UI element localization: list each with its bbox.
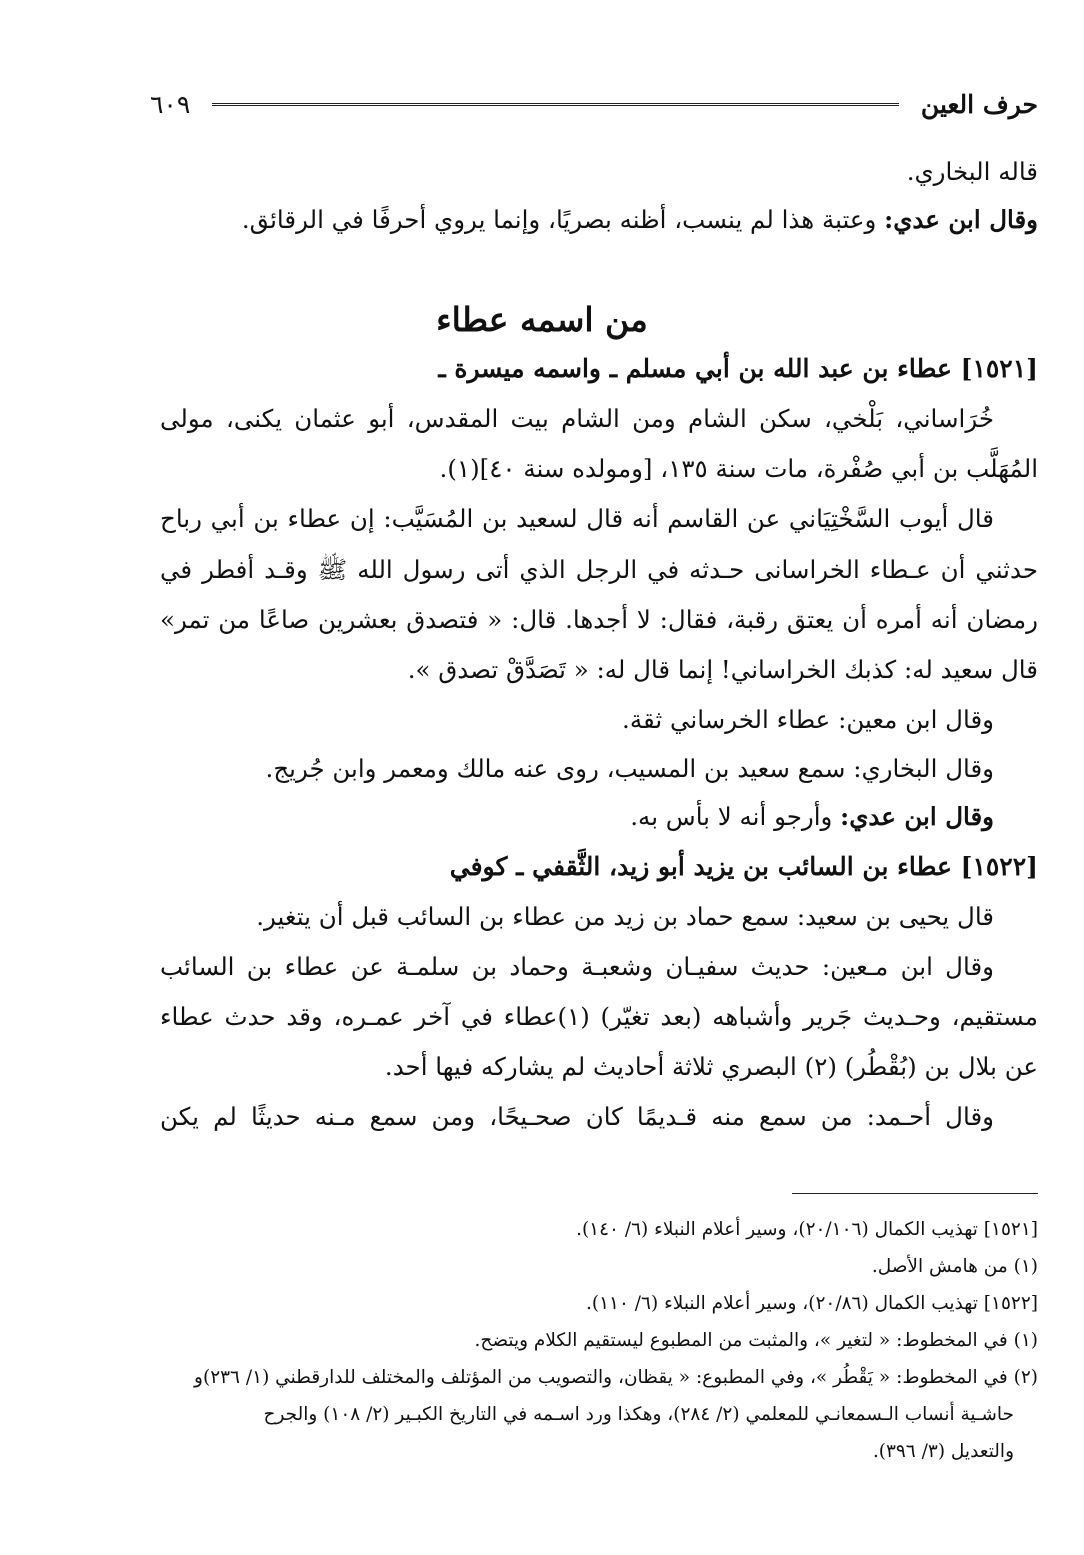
- page-number: ٦٠٩: [150, 89, 191, 119]
- section-heading: من اسمه عطاء: [436, 300, 648, 339]
- line-text: وعتبة هذا لم ينسب، أظنه بصريًا، وإنما يروي أحرفًا في الرقائق.: [241, 205, 885, 234]
- text-line: [160, 800, 994, 834]
- text-line: قال سعيد له: كذبك الخراساني! إنما قال له: « تَصَدَّقْ تصدق ».: [407, 655, 1038, 684]
- footnote: (١) في المخطوط: « لتغير »، والمثبت من المطبوع ليستقيم الكلام ويتضح.: [474, 1330, 1038, 1351]
- chapter-title: حرف العين: [920, 89, 1038, 119]
- footnote: (٢) في المخطوط: « يَقْطُر »، وفي المطبوع: « يقظان، والتصويب من المؤتلف والمختلف للدارقطني (١/ ٢٣٦)و: [194, 1367, 1038, 1388]
- footnote: [١٥٢١] تهذيب الكمال (٢٠/١٠٦)، وسير أعلام النبلاء (٦/ ١٤٠).: [576, 1219, 1038, 1240]
- footnote: [١٥٢٢] تهذيب الكمال (٢٠/٨٦)، وسير أعلام النبلاء (٦/ ١١٠).: [586, 1293, 1038, 1314]
- text-line: [160, 203, 1038, 237]
- text-line: وقال البخاري: سمع سعيد بن المسيب، روى عنه مالك ومعمر وابن جُريج.: [265, 754, 994, 783]
- entry-heading-1521: [١٥٢١] عطاء بن عبد الله بن أبي مسلم ـ واسمه ميسرة ـ: [438, 354, 1038, 383]
- header-rule: [212, 103, 899, 106]
- running-header: [150, 84, 1038, 124]
- line-text: وأرجو أنه لا بأس به.: [630, 802, 841, 831]
- text-line: خُرَاساني، بَلْخي، سكن الشام ومن الشام بيت المقدس، أبو عثمان يكنى، مولى: [160, 404, 994, 433]
- footnote: والتعديل (٣/ ٣٩٦).: [872, 1441, 1014, 1462]
- entry-heading-1522: [١٥٢٢] عطاء بن السائب بن يزيد أبو زيد، الثَّقفي ـ كوفي: [449, 852, 1038, 881]
- text-line: وقال ابن معين: عطاء الخرساني ثقة.: [622, 705, 994, 734]
- text-line: حدثني أن عـطاء الخراسانى حـدثه في الرجل الذي أتى رسول الله ﷺ وقـد أفطر في: [160, 555, 1038, 584]
- text-line: مستقيم، وحـديث جَرير وأشباهه (بعد تغيّر) (١)عطاء في آخر عمـره، وقد حدث عطاء: [160, 1002, 1038, 1031]
- text-line: قال أيوب السَّخْتِيَاني عن القاسم أنه قال لسعيد بن المُسَيَّب: إن عطاء بن أبي رباح: [160, 504, 994, 533]
- speaker-label: وقال ابن عدي:: [840, 802, 994, 831]
- speaker-label: وقال ابن عدي:: [884, 205, 1038, 234]
- text-line: وقال ابن مـعين: حديث سفيـان وشعبـة وحماد بن سلمـة عن عطاء بن السائب: [160, 952, 994, 981]
- text-line: المُهَلَّب بن أبي صُفْرة، مات سنة ١٣٥، [ومولده سنة ٤٠](١).: [439, 454, 1038, 483]
- text-line: رمضان أنه أمره أن يعتق رقبة، فقال: لا أجدها. قال: « فتصدق بعشرين صاعًا من تمر»: [160, 605, 1038, 634]
- footnote: حاشـية أنساب الـسمعانـي للمعلمي (٢/ ٢٨٤)، وهكذا ورد اسـمه في التاريخ الكبـير (٢/ ١٠٨) والجرح: [263, 1404, 1014, 1425]
- footnote: (١) من هامش الأصل.: [871, 1256, 1038, 1277]
- text-line: وقال أحـمد: من سمع منه قـديمًا كان صحـيحًا، ومن سمع مـنه حديثًا لم يكن: [160, 1102, 994, 1131]
- text-line: قال يحيى بن سعيد: سمع حماد بن زيد من عطاء بن السائب قبل أن يتغير.: [256, 902, 994, 931]
- footnote-separator: [792, 1193, 1038, 1194]
- text-line: عن بلال بن (بُقْطُر) (٢) البصري ثلاثة أحاديث لم يشاركه فيها أحد.: [384, 1052, 1038, 1081]
- text-line: قاله البخاري.: [906, 157, 1038, 186]
